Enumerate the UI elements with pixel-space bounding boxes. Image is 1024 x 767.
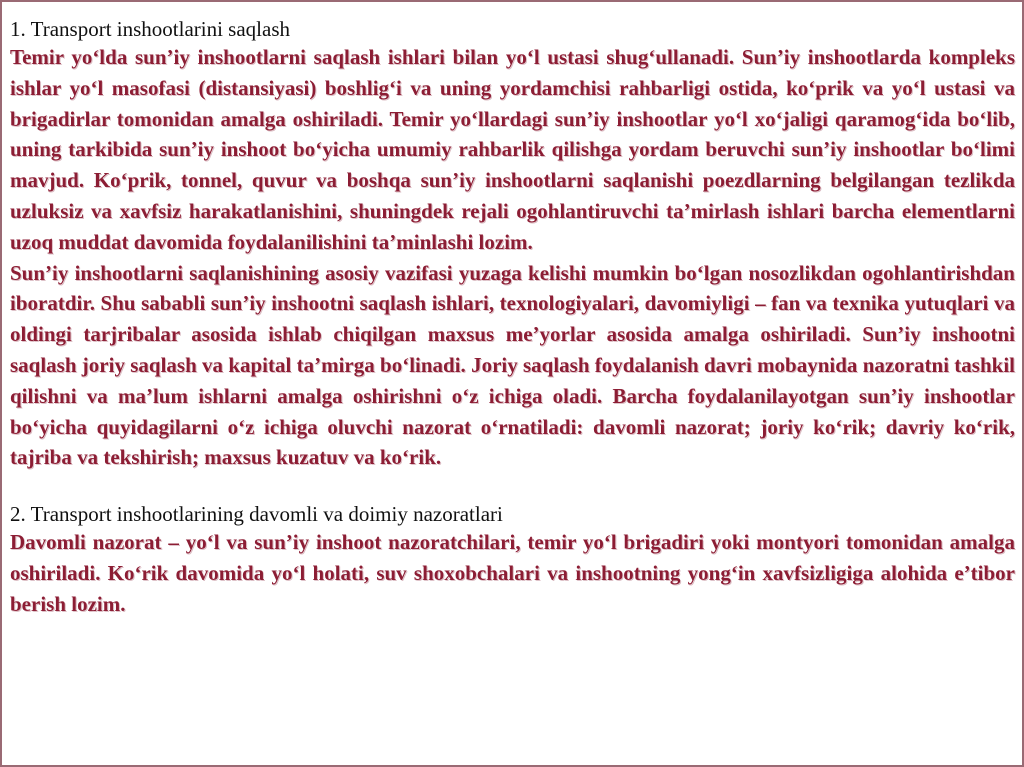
- section-1-paragraph-2: Sun’iy inshootlarni saqlanishining asosiy vazifasi yuzaga kelishi mumkin bo‘lgan nosozlikdan ogohlantirishdan iboratdir. Shu sababli sun’iy inshootni saqlash ishlari, texnologiyalari, davomiyligi – fan va texnika yutuqlari va oldingi tarjribalar asosida ishlab chiqilgan maxsus me’yorlar asosida amalga oshiriladi. Sun’iy inshootni saqlash joriy saqlash va kapital ta’mirga bo‘linadi. Joriy saqlash foydalanish davri mobaynida nazoratni tashkil qilishni va ma’lum ishlarni amalga oshirishni o‘z ichiga oladi. Barcha foydalanilayotgan sun’iy inshootlar bo‘yicha quyidagilarni o‘z ichiga oluvchi nazorat o‘rnatiladi: davomli nazorat; joriy ko‘rik; davriy ko‘rik, tajriba va tekshirish; maxsus kuzatuv va ko‘rik.: [10, 260, 1015, 470]
- section-transport-maintenance: [10, 16, 1015, 473]
- section-1-paragraph-1: Temir yo‘lda sun’iy inshootlarni saqlash ishlari bilan yo‘l ustasi shug‘ullanadi. Sun’iy inshootlarda kompleks ishlar yo‘l masofasi (distansiyasi) boshlig‘i va uning yordamchisi rahbarligi ostida, ko‘prik va yo‘l ustasi va brigadirlar tomonidan amalga oshiriladi. Temir yo‘llardagi sun’iy inshootlar yo‘l xo‘jaligi qaramog‘ida bo‘lib, uning tarkibida sun’iy inshoot bo‘yicha umumiy rahbarlik qilishga yordam beruvchi sun’iy inshootlar bo‘limi mavjud. Ko‘prik, tonnel, quvur va boshqa sun’iy inshootlarni saqlanishi poezdlarning belgilangan tezlikda uzluksiz va xavfsiz harakatlanishini, shuningdek rejali ogohlantiruvchi ta’mirlash ishlari barcha elementlarni uzoq muddat davomida foydalanilishini ta’minlashi lozim.: [10, 45, 1015, 254]
- section-2-paragraph-1: Davomli nazorat – yo‘l va sun’iy inshoot nazoratchilari, temir yo‘l brigadiri yoki montyori tomonidan amalga oshiriladi. Ko‘rik davomida yo‘l holati, suv shoxobchalari va inshootning yong‘in xavfsizligiga alohida e’tibor berish lozim.: [10, 530, 1015, 616]
- section-2-title: 2. Transport inshootlarining davomli va doimiy nazoratlari: [10, 502, 503, 527]
- section-spacer: [10, 473, 1015, 501]
- section-1-title: 1. Transport inshootlarini saqlash: [10, 17, 291, 41]
- section-continuous-control: [10, 501, 1015, 619]
